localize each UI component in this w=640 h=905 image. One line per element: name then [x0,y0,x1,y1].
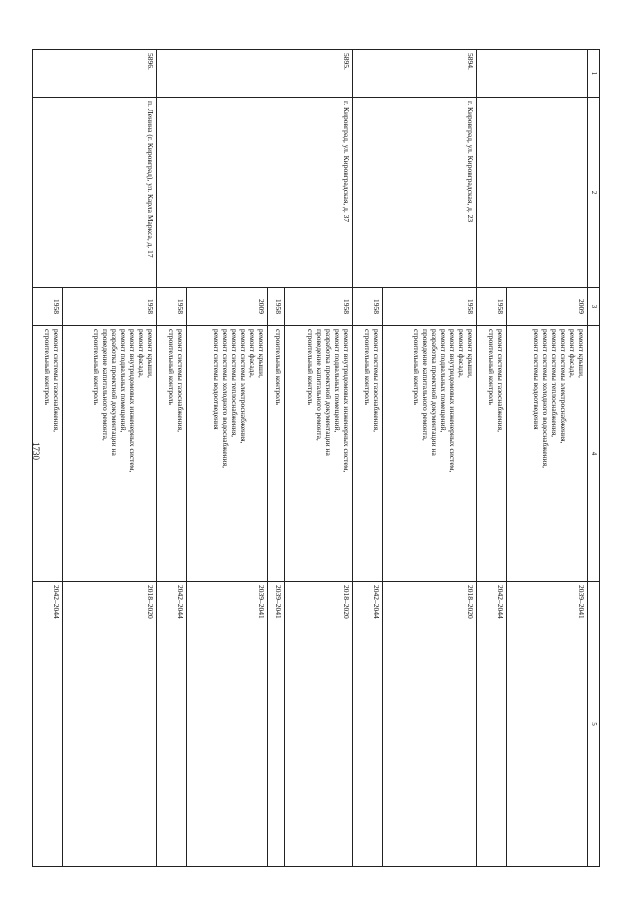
object-address [477,98,588,288]
year-cell: 1958 [284,288,352,326]
work-item: ремонт крыши, [145,329,155,378]
work-item: проведение капитального ремонта, [100,329,110,441]
works-cell [267,326,284,582]
work-item: ремонт фасада, [457,329,467,378]
work-item: ремонт подвальных помещений, [333,329,343,433]
work-item: ремонт фасада, [568,329,577,378]
year-cell: 2009 [506,288,587,326]
work-item: ремонт подвальных помещений, [118,329,128,433]
year-cell: 1958 [477,288,507,326]
works-cell [62,326,156,582]
work-item: ремонт системы теплоснабжения, [550,329,559,438]
year-cell: 1958 [156,288,186,326]
work-item: ремонт системы водоотведения [532,329,541,430]
work-item: ремонт системы теплоснабжения, [229,329,239,438]
year-cell: 1958 [383,288,477,326]
object-number: 5895. [156,50,352,98]
period-cell: 2042–2044 [33,582,63,867]
works-cell [477,326,507,582]
object-number [477,50,588,98]
work-item: ремонт подвальных помещений, [439,329,449,433]
year-cell: 1958 [33,288,63,326]
year-cell: 1958 [267,288,284,326]
works-cell [186,326,267,582]
work-item: разработка проектной документации на [430,329,440,456]
object-address: п. Ленина (г. Кировград), ул. Карла Маркса, д. 17 [33,98,157,288]
table-row [284,50,352,867]
header-col-3: 3 [588,288,600,326]
year-cell: 1958 [353,288,383,326]
table-row [506,50,587,867]
work-item: ремонт системы холодного водоснабжения, [541,329,550,469]
year-cell: 1958 [62,288,156,326]
work-item: строительный контроль [306,329,316,405]
work-item: ремонт крыши, [577,329,586,378]
work-item: ремонт системы водоотведения [211,329,221,430]
work-item: ремонт системы электроснабжения, [238,329,248,444]
works-cell [156,326,186,582]
period-cell: 2042–2044 [156,582,186,867]
work-item: проведение капитального ремонта, [421,329,431,441]
object-number: 5896. [33,50,157,98]
work-item: строительный контроль [486,329,496,405]
work-item: ремонт системы газоснабжения, [51,329,61,433]
work-item: строительный контроль [42,329,52,405]
work-item: ремонт крыши, [466,329,476,378]
work-item: ремонт фасада, [247,329,257,378]
work-item: ремонт фасада, [136,329,146,378]
header-row [588,50,600,867]
work-item: ремонт внутридомовых инженерных систем, [342,329,352,473]
work-item: разработка проектной документации на [324,329,334,456]
object-number: 5894. [353,50,477,98]
table-row [62,50,156,867]
work-item: разработка проектной документации на [109,329,119,456]
period-cell: 2039–2041 [186,582,267,867]
work-item: строительный контроль [363,329,373,405]
work-item: ремонт системы газоснабжения, [495,329,505,433]
rotated-table-container [32,49,600,866]
works-cell [33,326,63,582]
header-col-2: 2 [588,98,600,288]
period-cell: 2039–2041 [506,582,587,867]
work-item: строительный контроль [166,329,176,405]
period-cell: 2018–2020 [383,582,477,867]
period-cell: 2042–2044 [353,582,383,867]
work-item: строительный контроль [91,329,101,405]
object-address: г. Кировград, ул. Кировградская, д. 23 [353,98,477,288]
header-col-4: 4 [588,326,600,582]
work-item: ремонт системы газоснабжения, [175,329,185,433]
year-cell: 2009 [186,288,267,326]
works-cell [284,326,352,582]
work-item: проведение капитального ремонта, [315,329,325,441]
table-row [383,50,477,867]
period-cell: 2018–2020 [284,582,352,867]
period-cell: 2039–2041 [267,582,284,867]
repair-schedule-table [32,49,600,867]
work-item: строительный контроль [412,329,422,405]
period-cell: 2018–2020 [62,582,156,867]
page-number-text: 1730 [31,442,41,460]
header-col-1: 1 [588,50,600,98]
work-item: ремонт крыши, [256,329,266,378]
work-item: ремонт внутридомовых инженерных систем, [127,329,137,473]
period-cell: 2042–2044 [477,582,507,867]
work-item: ремонт системы холодного водоснабжения, [220,329,230,469]
works-cell [353,326,383,582]
object-address: г. Кировград, ул. Кировградская, д. 37 [156,98,352,288]
work-item: строительный контроль [273,329,283,405]
work-item: ремонт системы электроснабжения, [559,329,568,444]
work-item: ремонт системы газоснабжения, [372,329,382,433]
works-cell [383,326,477,582]
header-col-5: 5 [588,582,600,867]
works-cell [506,326,587,582]
work-item: ремонт внутридомовых инженерных систем, [448,329,458,473]
